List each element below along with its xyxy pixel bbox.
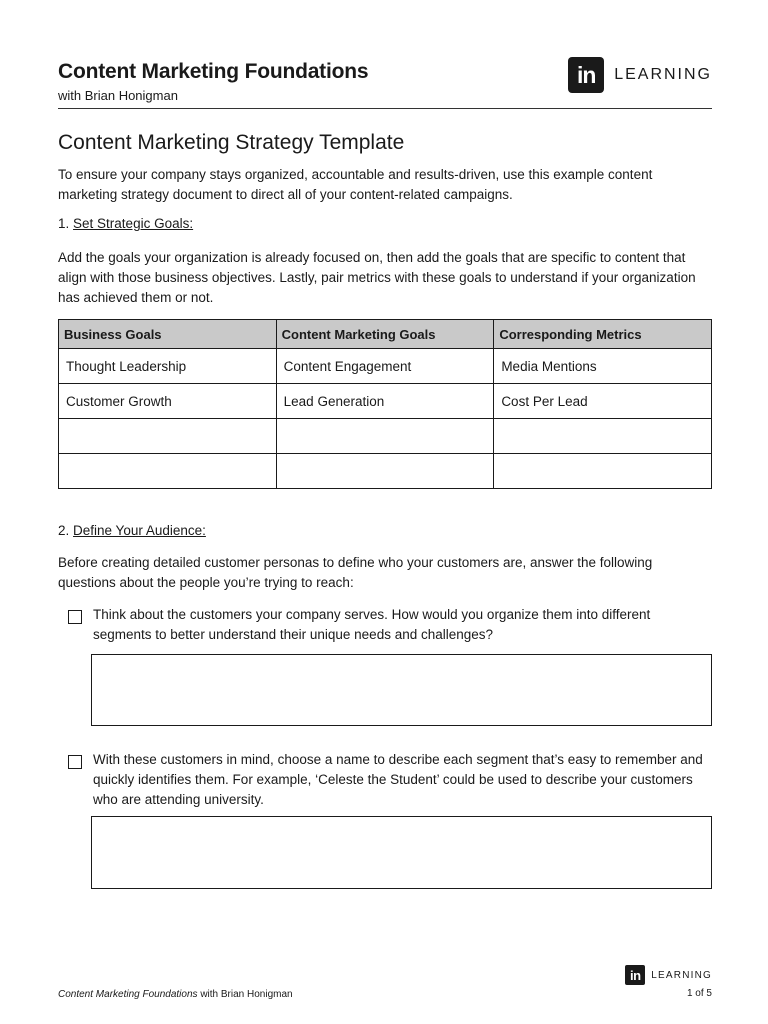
section-2-number: 2. xyxy=(58,523,70,538)
section-1-body: Add the goals your organization is already focused on, then add the goals that are specific to content that align with those business objectives. Lastly, pair metrics with these goals to understand if your organization has achieved them or not. xyxy=(58,250,696,305)
section-1-heading xyxy=(58,216,193,231)
header-content-marketing-goals: Content Marketing Goals xyxy=(276,320,494,349)
table-row xyxy=(59,454,712,489)
question-item xyxy=(68,750,712,810)
footer-course-credit xyxy=(58,989,293,1000)
table-row xyxy=(59,349,712,384)
header-corresponding-metrics: Corresponding Metrics xyxy=(494,320,712,349)
table-cell[interactable]: Media Mentions xyxy=(494,349,712,384)
intro-paragraph: To ensure your company stays organized, accountable and results-driven, use this example content marketing strategy document to direct all of your content-related campaigns. xyxy=(58,167,653,202)
table-cell[interactable] xyxy=(276,419,494,454)
section-1-title: Set Strategic Goals: xyxy=(73,216,194,231)
document-page xyxy=(58,0,712,1024)
table-cell[interactable] xyxy=(276,454,494,489)
question-text: Think about the customers your company serves. How would you organize them into different segments to better understand their unique needs and challenges? xyxy=(93,607,651,642)
linkedin-icon: in xyxy=(625,965,645,985)
table-cell[interactable] xyxy=(59,419,277,454)
question-item xyxy=(68,605,712,645)
table-cell[interactable] xyxy=(59,454,277,489)
table-row xyxy=(59,419,712,454)
footer-logo-wordmark: LEARNING xyxy=(651,969,712,981)
footer-logo xyxy=(625,965,712,985)
header-business-goals: Business Goals xyxy=(59,320,277,349)
logo-wordmark: LEARNING xyxy=(614,66,712,83)
goals-table xyxy=(58,319,712,489)
question-checkbox[interactable] xyxy=(68,755,82,769)
section-2-title: Define Your Audience: xyxy=(73,523,206,538)
table-row xyxy=(59,384,712,419)
footer-instructor: with Brian Honigman xyxy=(200,989,293,1000)
table-cell[interactable]: Cost Per Lead xyxy=(494,384,712,419)
section-1-number: 1. xyxy=(58,216,70,231)
answer-box[interactable] xyxy=(91,654,712,726)
table-cell[interactable] xyxy=(494,454,712,489)
linkedin-learning-logo xyxy=(568,57,712,93)
section-2-body: Before creating detailed customer personas to define who your customers are, answer the following questions about the people you’re trying to reach: xyxy=(58,555,653,590)
table-cell[interactable]: Lead Generation xyxy=(276,384,494,419)
question-text: With these customers in mind, choose a name to describe each segment that’s easy to remember and quickly identifies them. For example, ‘Celeste the Student’ could be used to describe your customers who are attending university. xyxy=(93,752,703,807)
table-cell[interactable]: Content Engagement xyxy=(276,349,494,384)
table-cell[interactable]: Thought Leadership xyxy=(59,349,277,384)
answer-box[interactable] xyxy=(91,816,712,889)
question-checkbox[interactable] xyxy=(68,610,82,624)
header-divider xyxy=(58,108,712,109)
table-header-row xyxy=(59,320,712,349)
table-cell[interactable]: Customer Growth xyxy=(59,384,277,419)
table-cell[interactable] xyxy=(494,419,712,454)
document-title: Content Marketing Strategy Template xyxy=(58,131,405,154)
page-number: 1 of 5 xyxy=(686,988,712,999)
course-title: Content Marketing Foundations xyxy=(58,60,369,83)
footer-course-title: Content Marketing Foundations xyxy=(58,989,198,1000)
section-2-heading xyxy=(58,523,206,538)
linkedin-icon: in xyxy=(568,57,604,93)
instructor-name: with Brian Honigman xyxy=(58,88,178,103)
